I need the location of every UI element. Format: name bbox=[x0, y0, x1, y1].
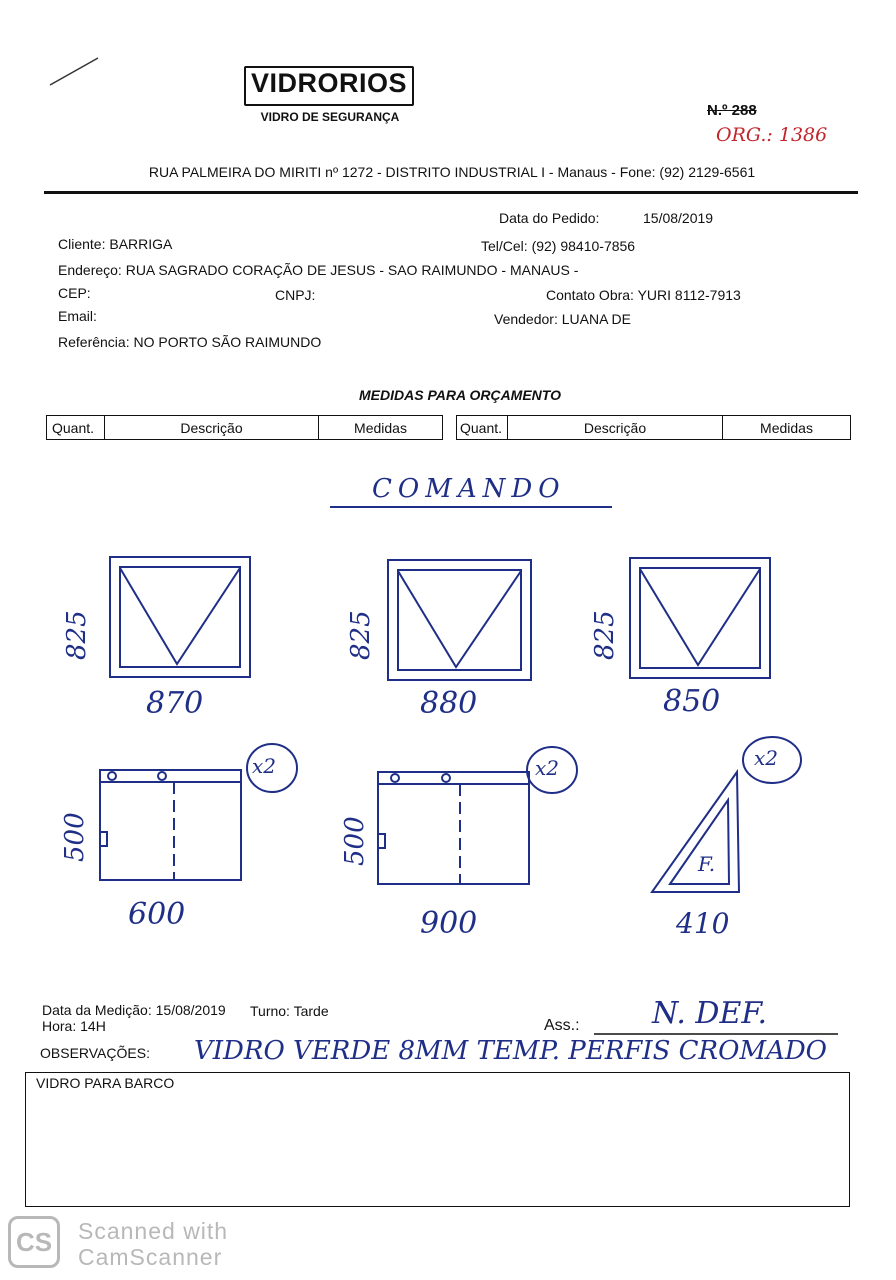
observations-label: OBSERVAÇÕES: bbox=[40, 1045, 150, 1061]
client-phone: Tel/Cel: (92) 98410-7856 bbox=[481, 238, 636, 254]
form-number: N.º 288 bbox=[707, 102, 757, 119]
logo-subtitle: VIDRO DE SEGURANÇA bbox=[260, 110, 400, 124]
watermark-line1: Scanned with bbox=[78, 1218, 229, 1244]
col-quant-1: Quant. bbox=[46, 415, 105, 440]
measures-title: MEDIDAS PARA ORÇAMENTO bbox=[359, 387, 561, 403]
order-date-label: Data do Pedido: bbox=[499, 210, 600, 226]
observations-handwritten: VIDRO VERDE 8MM TEMP. PERFIS CROMADO bbox=[194, 1036, 828, 1066]
company-address: RUA PALMEIRA DO MIRITI nº 1272 - DISTRITO INDUSTRIAL I - Manaus - Fone: (92) 2129-6561 bbox=[148, 164, 756, 180]
email-field: Email: bbox=[58, 308, 97, 324]
window-2-width: 880 bbox=[420, 686, 478, 721]
cnpj-field: CNPJ: bbox=[275, 287, 316, 303]
window-2-height: 825 bbox=[346, 610, 376, 660]
window-1-width: 870 bbox=[146, 686, 204, 721]
watermark-line2: CamScanner bbox=[78, 1244, 223, 1270]
sliding-window-2-qty: x2 bbox=[535, 756, 560, 780]
site-contact: Contato Obra: YURI 8112-7913 bbox=[546, 287, 741, 303]
triangle-qty: x2 bbox=[754, 746, 779, 770]
sliding-window-1-height: 500 bbox=[60, 812, 90, 862]
window-sketch-2 bbox=[388, 560, 531, 680]
pen-mark bbox=[50, 58, 98, 85]
col-descricao-2: Descrição bbox=[507, 415, 723, 440]
col-medidas-1: Medidas bbox=[318, 415, 443, 440]
shift: Turno: Tarde bbox=[250, 1003, 329, 1019]
client-name: Cliente: BARRIGA bbox=[58, 236, 173, 252]
logo: VIDRORIOS bbox=[250, 68, 408, 98]
col-quant-2: Quant. bbox=[456, 415, 508, 440]
org-note: ORG.: 1386 bbox=[716, 124, 828, 146]
sliding-window-1-qty: x2 bbox=[252, 754, 277, 778]
window-sketch-3 bbox=[630, 558, 770, 678]
sketch-heading: COMANDO bbox=[372, 474, 566, 504]
order-date-value: 15/08/2019 bbox=[643, 210, 714, 226]
cep-field: CEP: bbox=[58, 285, 91, 301]
window-sketch-1 bbox=[110, 557, 250, 677]
triangle-glass-sketch bbox=[652, 737, 801, 892]
reference-field: Referência: NO PORTO SÃO RAIMUNDO bbox=[58, 334, 322, 350]
triangle-width: 410 bbox=[676, 907, 730, 940]
measure-time: Hora: 14H bbox=[42, 1018, 106, 1034]
window-1-height: 825 bbox=[62, 610, 92, 660]
camscanner-logo-icon: CS bbox=[8, 1216, 60, 1268]
header-rule bbox=[44, 191, 858, 194]
sliding-window-2-width: 900 bbox=[420, 906, 478, 941]
seller-field: Vendedor: LUANA DE bbox=[494, 311, 631, 327]
observations-box-text: VIDRO PARA BARCO bbox=[36, 1075, 175, 1091]
signature: N. DEF. bbox=[652, 996, 768, 1031]
observations-box bbox=[25, 1072, 850, 1207]
window-3-height: 825 bbox=[590, 610, 620, 660]
sliding-window-2-height: 500 bbox=[340, 816, 370, 866]
measures-table-header bbox=[46, 415, 851, 442]
sliding-window-1-width: 600 bbox=[128, 897, 186, 932]
triangle-label: F. bbox=[698, 852, 716, 876]
signature-label: Ass.: bbox=[544, 1017, 580, 1034]
client-address: Endereço: RUA SAGRADO CORAÇÃO DE JESUS - SAO RAIMUNDO - MANAUS - bbox=[58, 262, 579, 278]
measure-date: Data da Medição: 15/08/2019 bbox=[42, 1002, 226, 1018]
col-descricao-1: Descrição bbox=[104, 415, 319, 440]
window-3-width: 850 bbox=[663, 684, 721, 719]
col-medidas-2: Medidas bbox=[722, 415, 851, 440]
